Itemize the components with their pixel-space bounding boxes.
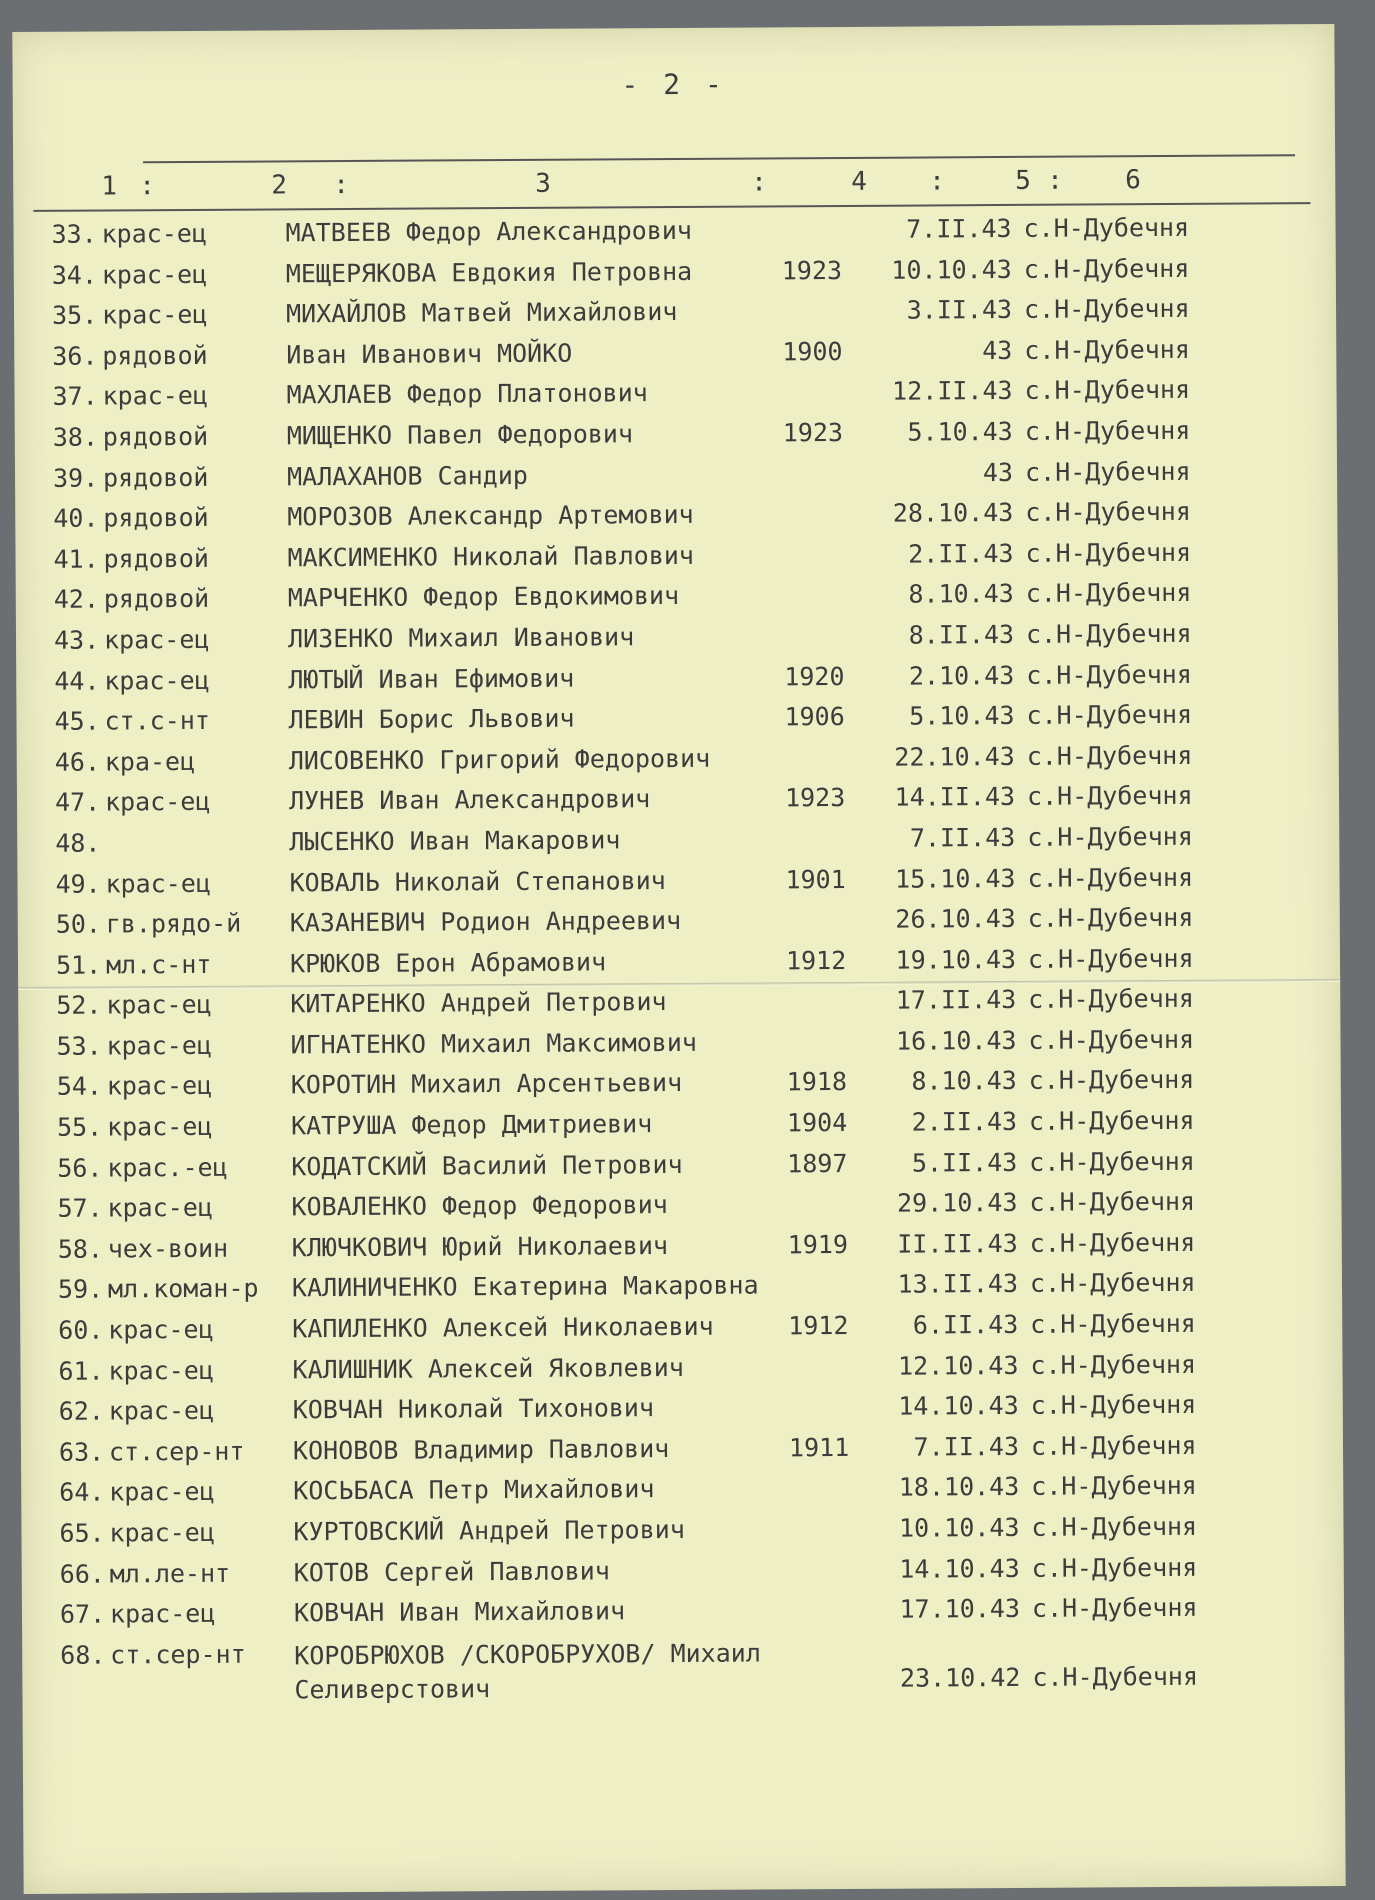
row-death-date: 10.10.43 <box>898 1512 1020 1543</box>
row-burial-place: с.Н-Дубечня <box>1028 1065 1195 1096</box>
row-birth-year: 1897 <box>787 1148 848 1178</box>
row-rank: крас-ец <box>106 1111 213 1142</box>
row-number: 56. <box>57 1153 103 1183</box>
row-number: 39. <box>52 463 99 493</box>
row-name: КОРОБРЮХОВ /СКОРОБРУХОВ/ Михаил Селиверстович <box>294 1638 761 1705</box>
row-name: КАЛИНИЧЕНКО Екатерина Макаровна <box>291 1270 759 1303</box>
row-death-date: 6.II.43 <box>912 1309 1019 1340</box>
row-burial-place: с.Н-Дубечня <box>1028 1024 1195 1055</box>
row-rank: крас.-ец <box>107 1152 228 1183</box>
row-birth-year: 1911 <box>788 1432 850 1463</box>
row-rank: крас-ец <box>101 300 208 330</box>
row-burial-place: с.Н-Дубечня <box>1023 253 1190 284</box>
row-burial-place: с.Н-Дубечня <box>1025 497 1191 528</box>
list-item <box>22 1627 1344 1715</box>
row-name: КЛЮЧКОВИЧ Юрий Николаевич <box>291 1230 669 1263</box>
row-death-date: 10.10.43 <box>891 254 1012 285</box>
row-number: 40. <box>53 503 99 533</box>
row-number: 62. <box>58 1396 104 1427</box>
row-death-date: 2.10.43 <box>908 660 1015 691</box>
row-rank: мл.ле-нт <box>109 1558 231 1589</box>
row-name: КОНОВОВ Владимир Павлович <box>292 1433 670 1466</box>
row-rank: крас-ец <box>104 665 210 696</box>
row-name: МАТВЕЕВ Федор Александрович <box>285 215 693 248</box>
row-number: 37. <box>52 381 98 412</box>
row-death-date: 13.II.43 <box>897 1269 1019 1300</box>
page-number: - 2 - <box>621 67 726 102</box>
row-rank: крас-ец <box>105 868 211 899</box>
burial-list <box>13 206 1344 1715</box>
row-burial-place: с.Н-Дубечня <box>1027 821 1193 852</box>
row-number: 51. <box>55 950 102 980</box>
row-burial-place: с.Н-Дубечня <box>1024 375 1191 406</box>
row-death-date: 7.II.43 <box>906 213 1012 244</box>
row-rank: кра-ец <box>104 746 196 777</box>
row-name: МАРЧЕНКО Федор Евдокимович <box>287 581 680 613</box>
row-number: 67. <box>59 1599 106 1629</box>
row-burial-place: с.Н-Дубечня <box>1031 1511 1198 1542</box>
row-burial-place: с.Н-Дубечня <box>1023 294 1190 325</box>
row-rank: ст.с-нт <box>104 705 210 736</box>
row-name: КАПИЛЕНКО Алексей Николаевич <box>292 1311 714 1344</box>
row-burial-place: с.Н-Дубечня <box>1025 618 1192 649</box>
column-header-6: 6 <box>1125 165 1141 196</box>
row-rank: рядовой <box>102 340 208 371</box>
row-burial-place: с.Н-Дубечня <box>1030 1430 1197 1461</box>
row-number: 45. <box>54 706 100 736</box>
column-separator: : <box>751 167 768 198</box>
row-death-date: 2.II.43 <box>908 538 1014 569</box>
row-rank: крас-ец <box>106 1030 212 1061</box>
row-burial-place: с.Н-Дубечня <box>1028 1105 1195 1136</box>
row-name: КАЗАНЕВИЧ Родион Андреевич <box>289 906 682 938</box>
row-death-date: 3.II.43 <box>906 295 1013 325</box>
row-rank: рядовой <box>103 503 209 533</box>
column-header-3: 3 <box>535 168 552 199</box>
row-number: 34. <box>51 260 98 290</box>
row-death-date: 14.10.43 <box>899 1553 1020 1584</box>
row-number: 47. <box>54 787 101 818</box>
row-death-date: 7.II.43 <box>913 1431 1020 1462</box>
row-number: 49. <box>55 869 101 899</box>
row-rank: крас-ец <box>109 1599 216 1629</box>
row-name: Иван Иванович МОЙКО <box>286 338 573 370</box>
row-burial-place: с.Н-Дубечня <box>1030 1308 1196 1339</box>
row-birth-year: 1912 <box>785 945 847 976</box>
row-burial-place: с.Н-Дубечня <box>1024 415 1191 446</box>
row-burial-place: с.Н-Дубечня <box>1031 1593 1198 1624</box>
row-number: 41. <box>53 544 99 574</box>
row-name: ЛЕВИН Борис Львович <box>288 703 575 735</box>
row-burial-place: с.Н-Дубечня <box>1030 1349 1197 1380</box>
row-name: КОВЧАН Николай Тихонович <box>292 1393 655 1425</box>
column-header-1: 1 <box>101 171 118 202</box>
row-rank: рядовой <box>103 543 209 574</box>
row-death-date: 18.10.43 <box>898 1472 1020 1503</box>
row-name: ЛИСОВЕНКО Григорий Федорович <box>288 743 711 776</box>
row-name: КОВАЛЬ Николай Степанович <box>289 865 666 897</box>
row-death-date: 22.10.43 <box>894 741 1015 772</box>
row-number: 48. <box>55 828 101 858</box>
row-number: 44. <box>54 666 100 696</box>
row-rank: крас-ец <box>108 1314 214 1345</box>
row-name: КОВЧАН Иван Михайлович <box>293 1596 626 1628</box>
row-rank: рядовой <box>103 584 210 614</box>
row-burial-place: с.Н-Дубечня <box>1029 1146 1195 1177</box>
column-header-4: 4 <box>851 166 868 197</box>
row-burial-place: с.Н-Дубечня <box>1027 902 1194 933</box>
header-rule-top <box>143 154 1295 163</box>
row-death-date: 5.10.43 <box>909 701 1015 731</box>
row-burial-place: с.Н-Дубечня <box>1024 334 1190 365</box>
row-number: 68. <box>60 1640 106 1670</box>
row-death-date: 12.10.43 <box>897 1350 1019 1381</box>
column-separator: : <box>929 166 946 197</box>
row-name: МАКСИМЕНКО Николай Павлович <box>287 540 695 573</box>
row-number: 58. <box>57 1234 104 1264</box>
row-name: КОВАЛЕНКО Федор Федорович <box>291 1190 668 1222</box>
row-name: МАХЛАЕВ Федор Платонович <box>286 378 648 410</box>
row-name: ЛЮТЫЙ Иван Ефимович <box>288 663 575 694</box>
row-burial-place: с.Н-Дубечня <box>1026 781 1193 812</box>
row-rank: крас-ец <box>107 1193 213 1223</box>
row-birth-year: 1904 <box>786 1108 848 1138</box>
row-number: 65. <box>59 1518 105 1548</box>
row-burial-place: с.Н-Дубечня <box>1026 740 1193 771</box>
row-death-date: 14.II.43 <box>894 782 1016 812</box>
row-name: ЛЫСЕНКО Иван Макарович <box>289 825 621 857</box>
row-burial-place: с.Н-Дубечня <box>1027 862 1194 893</box>
column-header-5: 5 <box>1015 165 1032 196</box>
row-burial-place: с.Н-Дубечня <box>1031 1471 1197 1502</box>
row-name: МОРОЗОВ Александр Артемович <box>287 500 694 532</box>
row-death-date: 12.II.43 <box>892 376 1013 407</box>
row-name: МЕЩЕРЯКОВА Евдокия Петровна <box>285 256 693 288</box>
row-birth-year: 1920 <box>784 661 845 691</box>
row-rank: рядовой <box>102 421 209 452</box>
row-number: 53. <box>56 1031 102 1061</box>
row-rank: крас-ец <box>109 1477 215 1507</box>
row-name: МИЩЕНКО Павел Федорович <box>286 419 634 451</box>
row-death-date: 16.10.43 <box>895 1025 1017 1056</box>
row-number: 36. <box>52 341 98 371</box>
row-burial-place: с.Н-Дубечня <box>1029 1227 1196 1258</box>
row-number: 66. <box>59 1559 105 1589</box>
row-number: 42. <box>53 584 100 615</box>
row-burial-place: с.Н-Дубечня <box>1031 1552 1198 1583</box>
row-number: 55. <box>56 1112 103 1142</box>
row-number: 52. <box>56 990 102 1021</box>
column-headers <box>13 164 1335 206</box>
row-name: ИГНАТЕНКО Михаил Максимович <box>290 1027 697 1060</box>
row-number: 50. <box>55 909 102 939</box>
row-burial-place: с.Н-Дубечня <box>1023 212 1190 243</box>
row-number: 61. <box>58 1356 104 1386</box>
row-name: КИТАРЕНКО Андрей Петрович <box>290 987 667 1019</box>
row-number: 57. <box>57 1193 103 1224</box>
column-header-2: 2 <box>271 170 288 201</box>
row-rank: крас-ец <box>103 624 210 655</box>
row-burial-place: с.Н-Дубечня <box>1027 943 1194 974</box>
row-number: 38. <box>52 422 99 452</box>
row-death-date: 8.II.43 <box>908 619 1015 650</box>
row-rank: чех-воин <box>107 1233 229 1264</box>
row-death-date: 7.II.43 <box>909 822 1016 853</box>
row-burial-place: с.Н-Дубечня <box>1025 537 1192 568</box>
row-number: 60. <box>58 1315 104 1345</box>
row-death-date: 43 <box>982 335 1013 365</box>
row-death-date: 17.II.43 <box>895 985 1017 1015</box>
row-rank: крас-ец <box>106 990 212 1020</box>
row-number: 43. <box>53 625 100 655</box>
row-rank: крас-ец <box>108 1396 215 1426</box>
row-death-date: 23.10.42 <box>899 1662 1021 1693</box>
row-number: 33. <box>51 219 97 249</box>
row-birth-year: 1906 <box>784 702 845 732</box>
row-burial-place: с.Н-Дубечня <box>1029 1187 1196 1218</box>
row-rank: крас-ец <box>102 381 208 411</box>
column-separator: : <box>139 171 156 202</box>
row-death-date: 43 <box>982 457 1014 487</box>
row-number: 59. <box>57 1274 104 1305</box>
row-death-date: 5.10.43 <box>907 416 1013 447</box>
row-rank: мл.с-нт <box>105 949 212 980</box>
row-rank: гв.рядо-й <box>105 908 242 939</box>
row-burial-place: с.Н-Дубечня <box>1032 1661 1199 1692</box>
row-number: 64. <box>59 1477 105 1508</box>
row-rank: крас-ец <box>104 787 211 817</box>
row-burial-place: с.Н-Дубечня <box>1026 659 1192 690</box>
row-number: 46. <box>54 747 101 777</box>
row-death-date: 28.10.43 <box>892 498 1014 528</box>
row-number: 63. <box>58 1437 105 1467</box>
row-death-date: 14.10.43 <box>898 1391 1019 1421</box>
row-name: ЛИЗЕНКО Михаил Иванович <box>287 622 635 654</box>
row-birth-year: 1919 <box>787 1229 849 1260</box>
row-burial-place: с.Н-Дубечня <box>1029 1268 1196 1299</box>
row-rank: крас-ец <box>108 1355 214 1386</box>
row-birth-year: 1923 <box>782 417 844 448</box>
row-birth-year: 1901 <box>785 864 846 894</box>
row-number: 35. <box>51 300 98 331</box>
row-name: КОДАТСКИЙ Василий Петрович <box>291 1149 683 1182</box>
row-name: КРЮКОВ Ерон Абрамович <box>289 947 607 979</box>
row-rank: ст.сер-нт <box>108 1436 245 1467</box>
row-death-date: 5.II.43 <box>911 1147 1018 1178</box>
row-death-date: 17.10.43 <box>899 1594 1021 1624</box>
row-birth-year: 1912 <box>788 1311 849 1341</box>
row-rank: мл.коман-р <box>107 1274 259 1304</box>
row-birth-year: 1923 <box>781 255 843 285</box>
row-burial-place: с.Н-Дубечня <box>1030 1390 1197 1421</box>
row-name: МАЛАХАНОВ Сандир <box>286 460 528 491</box>
row-burial-place: с.Н-Дубечня <box>1025 578 1192 609</box>
row-death-date: 2.II.43 <box>911 1107 1018 1137</box>
row-name: КАЛИШНИК Алексей Яковлевич <box>292 1352 684 1384</box>
row-death-date: II.II.43 <box>897 1228 1018 1259</box>
row-name: ЛУНЕВ Иван Александрович <box>288 784 651 816</box>
row-birth-year: 1900 <box>782 336 843 367</box>
row-name: КОРОТИН Михаил Арсентьевич <box>290 1068 683 1100</box>
row-death-date: 8.10.43 <box>908 579 1014 609</box>
row-death-date: 26.10.43 <box>895 904 1016 934</box>
row-rank: рядовой <box>102 462 209 493</box>
row-name: МИХАЙЛОВ Матвей Михайлович <box>285 297 678 329</box>
column-separator: : <box>1047 165 1064 196</box>
row-death-date: 29.10.43 <box>896 1188 1018 1218</box>
row-number: 54. <box>56 1071 103 1102</box>
row-burial-place: с.Н-Дубечня <box>1028 984 1194 1015</box>
row-rank: крас-ец <box>101 218 208 249</box>
row-burial-place: с.Н-Дубечня <box>1026 699 1193 730</box>
row-name: КАТРУША Федор Дмитриевич <box>290 1109 653 1141</box>
row-death-date: 19.10.43 <box>895 944 1017 975</box>
row-birth-year: 1923 <box>784 783 846 813</box>
row-death-date: 8.10.43 <box>911 1066 1017 1097</box>
row-rank: крас-ец <box>109 1517 215 1548</box>
row-name: КОСЬБАСА Петр Михайлович <box>293 1474 655 1506</box>
row-rank: крас-ец <box>101 259 208 290</box>
row-rank: ст.сер-нт <box>110 1639 246 1670</box>
row-death-date: 15.10.43 <box>895 863 1016 894</box>
row-burial-place: с.Н-Дубечня <box>1024 456 1191 487</box>
column-separator: : <box>333 170 350 201</box>
row-rank: крас-ец <box>106 1071 213 1101</box>
document-page <box>12 24 1345 1894</box>
row-name: КУРТОВСКИЙ Андрей Петрович <box>293 1514 685 1547</box>
row-birth-year: 1918 <box>786 1067 848 1097</box>
row-name: КОТОВ Сергей Павлович <box>293 1556 610 1587</box>
